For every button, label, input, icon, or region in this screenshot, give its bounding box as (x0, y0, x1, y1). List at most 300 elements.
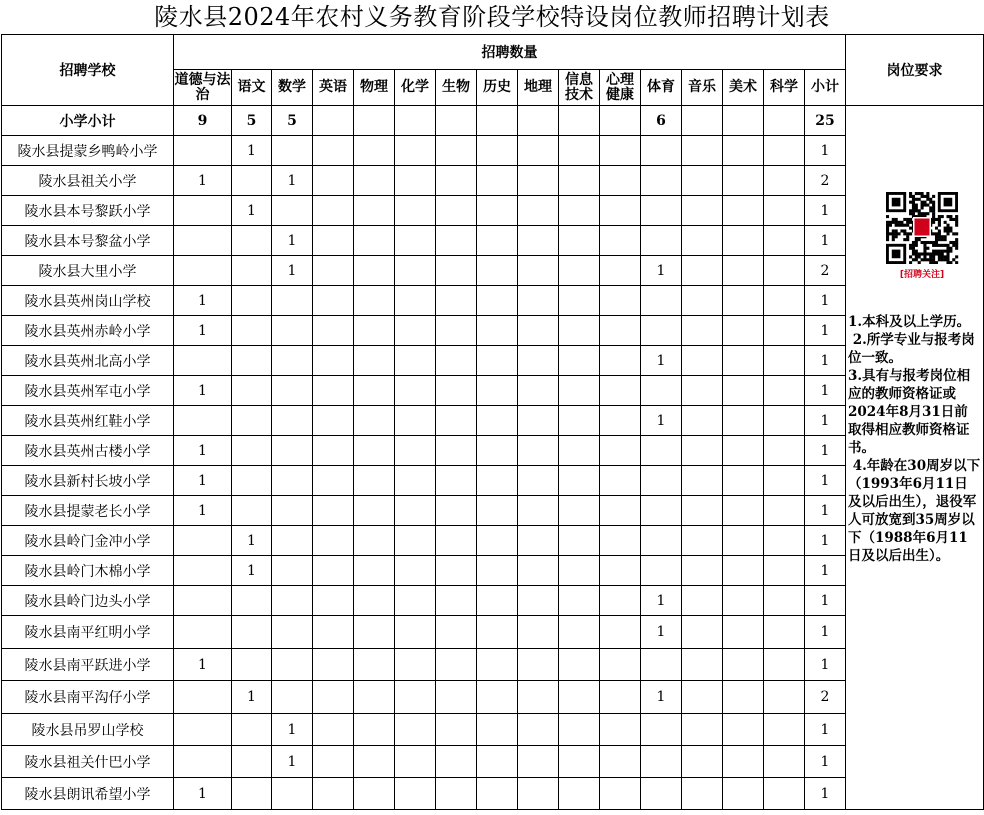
subtotal-cell (477, 106, 518, 136)
quota-cell (764, 681, 805, 714)
quota-cell (395, 496, 436, 526)
header-subject: 心理健康 (600, 70, 641, 106)
quota-cell (354, 556, 395, 586)
quota-cell: 1 (805, 376, 846, 406)
quota-cell (272, 196, 313, 226)
school-name: 陵水县南平沟仔小学 (2, 681, 174, 714)
quota-cell (641, 714, 682, 746)
quota-cell: 1 (174, 316, 232, 346)
quota-cell (272, 778, 313, 810)
school-name: 陵水县提蒙乡鸭岭小学 (2, 136, 174, 166)
quota-cell (723, 226, 764, 256)
quota-cell (436, 778, 477, 810)
quota-cell (354, 376, 395, 406)
quota-cell (477, 166, 518, 196)
quota-cell (313, 649, 354, 681)
quota-cell (641, 556, 682, 586)
quota-cell (174, 616, 232, 649)
quota-cell (723, 256, 764, 286)
quota-cell (313, 616, 354, 649)
quota-cell (641, 436, 682, 466)
quota-cell (272, 616, 313, 649)
quota-cell (600, 196, 641, 226)
quota-cell (559, 496, 600, 526)
quota-cell (174, 681, 232, 714)
quota-cell (559, 526, 600, 556)
quota-cell (518, 714, 559, 746)
quota-cell (600, 714, 641, 746)
school-name: 陵水县本号黎跃小学 (2, 196, 174, 226)
quota-cell: 1 (272, 226, 313, 256)
quota-cell (232, 316, 272, 346)
quota-cell (395, 649, 436, 681)
quota-cell (477, 286, 518, 316)
quota-cell (559, 436, 600, 466)
school-name: 陵水县岭门木棉小学 (2, 556, 174, 586)
quota-cell (764, 556, 805, 586)
quota-cell (477, 681, 518, 714)
quota-cell (477, 556, 518, 586)
quota-cell (313, 166, 354, 196)
subtotal-row (2, 106, 984, 136)
quota-cell (641, 496, 682, 526)
quota-cell (354, 586, 395, 616)
quota-cell (518, 586, 559, 616)
quota-cell (436, 436, 477, 466)
quota-cell (436, 166, 477, 196)
header-subject: 美术 (723, 70, 764, 106)
quota-cell (436, 526, 477, 556)
quota-cell (395, 286, 436, 316)
quota-cell (518, 746, 559, 778)
quota-cell (272, 406, 313, 436)
quota-cell: 1 (805, 616, 846, 649)
quota-cell (764, 196, 805, 226)
quota-cell (354, 466, 395, 496)
table-row (2, 681, 984, 714)
quota-cell (641, 286, 682, 316)
quota-cell (600, 681, 641, 714)
table-row (2, 466, 984, 496)
quota-cell: 1 (805, 316, 846, 346)
quota-cell (436, 256, 477, 286)
quota-cell (232, 256, 272, 286)
quota-cell (395, 436, 436, 466)
quota-cell (313, 586, 354, 616)
quota-cell (764, 376, 805, 406)
quota-cell (477, 778, 518, 810)
quota-cell (354, 226, 395, 256)
quota-cell: 1 (805, 556, 846, 586)
qr-code (882, 192, 962, 280)
subtotal-cell (436, 106, 477, 136)
quota-cell (559, 136, 600, 166)
quota-cell (174, 556, 232, 586)
quota-cell (354, 316, 395, 346)
quota-cell (518, 496, 559, 526)
quota-cell (477, 746, 518, 778)
subtotal-cell (600, 106, 641, 136)
school-name: 陵水县朗讯希望小学 (2, 778, 174, 810)
quota-cell (313, 376, 354, 406)
quota-cell (764, 346, 805, 376)
quota-cell (313, 196, 354, 226)
quota-cell (354, 346, 395, 376)
quota-cell (600, 346, 641, 376)
quota-cell: 1 (174, 466, 232, 496)
quota-cell (518, 649, 559, 681)
quota-cell (395, 376, 436, 406)
quota-cell (232, 346, 272, 376)
quota-cell (354, 406, 395, 436)
quota-cell (518, 406, 559, 436)
quota-cell (518, 286, 559, 316)
quota-cell (559, 166, 600, 196)
quota-cell (395, 556, 436, 586)
quota-cell (723, 436, 764, 466)
quota-cell (600, 376, 641, 406)
quota-cell (313, 346, 354, 376)
school-name: 陵水县英州赤岭小学 (2, 316, 174, 346)
quota-cell: 1 (641, 586, 682, 616)
quota-cell (395, 406, 436, 436)
quota-cell (600, 436, 641, 466)
quota-cell (600, 778, 641, 810)
quota-cell (641, 526, 682, 556)
quota-cell (354, 256, 395, 286)
quota-cell (600, 616, 641, 649)
quota-cell (764, 714, 805, 746)
quota-cell (436, 226, 477, 256)
quota-cell (682, 586, 723, 616)
table-row (2, 556, 984, 586)
school-name: 陵水县新村长坡小学 (2, 466, 174, 496)
quota-cell (559, 226, 600, 256)
quota-cell: 1 (641, 256, 682, 286)
quota-cell (723, 649, 764, 681)
quota-cell (518, 256, 559, 286)
quota-cell (600, 166, 641, 196)
quota-cell: 1 (232, 136, 272, 166)
quota-cell: 1 (174, 778, 232, 810)
quota-cell (764, 166, 805, 196)
quota-cell (723, 556, 764, 586)
header-subject: 信息技术 (559, 70, 600, 106)
school-name: 陵水县大里小学 (2, 256, 174, 286)
quota-cell (600, 526, 641, 556)
quota-cell (174, 526, 232, 556)
quota-cell: 1 (805, 778, 846, 810)
quota-cell (600, 226, 641, 256)
quota-cell (682, 256, 723, 286)
quota-cell (313, 436, 354, 466)
quota-cell (313, 526, 354, 556)
quota-cell (313, 466, 354, 496)
header-subject: 小计 (805, 70, 846, 106)
quota-cell (313, 316, 354, 346)
subtotal-cell (518, 106, 559, 136)
quota-cell: 1 (805, 746, 846, 778)
quota-cell: 1 (805, 436, 846, 466)
quota-cell: 1 (174, 436, 232, 466)
requirements-text: 1.本科及以上学历。 2.所学专业与报考岗位一致。 3.具有与报考岗位相应的教师资格证或2024年8月31日前取得相应教师资格证书。 4.年龄在30周岁以下（1993年6月11日及以后出生），退役军人可放宽到35周岁以下（1988年6月11日及以后出生）。 (848, 314, 981, 564)
quota-cell (600, 256, 641, 286)
quota-cell: 1 (805, 196, 846, 226)
subtotal-label: 小学小计 (2, 106, 174, 136)
quota-cell (518, 166, 559, 196)
quota-cell (272, 136, 313, 166)
quota-cell (764, 136, 805, 166)
subtotal-cell: 25 (805, 106, 846, 136)
quota-cell (518, 316, 559, 346)
quota-cell (232, 286, 272, 316)
quota-cell (518, 616, 559, 649)
quota-cell: 1 (805, 526, 846, 556)
quota-cell (232, 616, 272, 649)
quota-cell (272, 376, 313, 406)
quota-cell (641, 196, 682, 226)
quota-cell (682, 466, 723, 496)
quota-cell (174, 746, 232, 778)
quota-cell (272, 346, 313, 376)
quota-cell: 1 (805, 586, 846, 616)
quota-cell: 1 (805, 714, 846, 746)
quota-cell: 1 (272, 746, 313, 778)
quota-cell (682, 406, 723, 436)
table-row (2, 746, 984, 778)
quota-cell (682, 376, 723, 406)
table-row (2, 166, 984, 196)
quota-cell: 1 (272, 166, 313, 196)
quota-cell (477, 616, 518, 649)
school-name: 陵水县南平跃进小学 (2, 649, 174, 681)
subtotal-cell (682, 106, 723, 136)
quota-cell (682, 616, 723, 649)
quota-cell: 1 (232, 196, 272, 226)
quota-cell: 1 (805, 136, 846, 166)
quota-cell (682, 714, 723, 746)
table-row (2, 526, 984, 556)
school-name: 陵水县本号黎盆小学 (2, 226, 174, 256)
quota-cell: 1 (805, 406, 846, 436)
table-row (2, 406, 984, 436)
quota-cell (395, 136, 436, 166)
school-name: 陵水县英州古楼小学 (2, 436, 174, 466)
quota-cell (477, 136, 518, 166)
quota-cell: 1 (805, 496, 846, 526)
subtotal-cell: 9 (174, 106, 232, 136)
quota-cell (395, 714, 436, 746)
quota-cell (395, 616, 436, 649)
quota-cell (477, 226, 518, 256)
quota-cell (174, 586, 232, 616)
header-subject: 音乐 (682, 70, 723, 106)
subtotal-cell: 6 (641, 106, 682, 136)
quota-cell (764, 286, 805, 316)
table-row (2, 256, 984, 286)
quota-cell (682, 166, 723, 196)
subtotal-cell (354, 106, 395, 136)
quota-cell (313, 778, 354, 810)
quota-cell (174, 406, 232, 436)
quota-cell (764, 746, 805, 778)
school-name: 陵水县英州军屯小学 (2, 376, 174, 406)
quota-cell: 1 (232, 526, 272, 556)
quota-cell (559, 406, 600, 436)
school-name: 陵水县岭门金冲小学 (2, 526, 174, 556)
quota-cell (354, 166, 395, 196)
table-row (2, 586, 984, 616)
quota-cell (723, 166, 764, 196)
quota-cell (641, 166, 682, 196)
header-subject: 数学 (272, 70, 313, 106)
quota-cell (559, 586, 600, 616)
quota-cell (354, 746, 395, 778)
quota-cell (559, 778, 600, 810)
quota-cell (518, 556, 559, 586)
quota-cell (600, 466, 641, 496)
quota-cell (272, 526, 313, 556)
header-subject: 语文 (232, 70, 272, 106)
quota-cell (395, 746, 436, 778)
quota-cell (600, 496, 641, 526)
table-row (2, 316, 984, 346)
table-row (2, 778, 984, 810)
quota-cell (313, 714, 354, 746)
quota-cell (354, 778, 395, 810)
quota-cell (272, 556, 313, 586)
recruitment-table (1, 34, 984, 810)
quota-cell (174, 136, 232, 166)
quota-cell: 1 (805, 466, 846, 496)
quota-cell: 1 (272, 256, 313, 286)
quota-cell (641, 778, 682, 810)
quota-cell (354, 681, 395, 714)
quota-cell (600, 586, 641, 616)
quota-cell (354, 436, 395, 466)
quota-cell (723, 714, 764, 746)
quota-cell: 1 (174, 496, 232, 526)
quota-cell (723, 466, 764, 496)
quota-cell (395, 346, 436, 376)
quota-cell (436, 746, 477, 778)
school-name: 陵水县岭门边头小学 (2, 586, 174, 616)
quota-cell (395, 586, 436, 616)
quota-cell (518, 778, 559, 810)
header-subject: 地理 (518, 70, 559, 106)
quota-cell (232, 226, 272, 256)
quota-cell: 2 (805, 681, 846, 714)
quota-cell (477, 526, 518, 556)
quota-cell (764, 496, 805, 526)
quota-cell (723, 316, 764, 346)
quota-cell (174, 256, 232, 286)
quota-cell (436, 586, 477, 616)
quota-cell (518, 226, 559, 256)
quota-cell (436, 196, 477, 226)
quota-cell (764, 436, 805, 466)
header-subject: 科学 (764, 70, 805, 106)
quota-cell (395, 778, 436, 810)
subtotal-cell: 5 (232, 106, 272, 136)
quota-cell (232, 586, 272, 616)
quota-cell (477, 586, 518, 616)
quota-cell (641, 316, 682, 346)
quota-cell (313, 496, 354, 526)
table-row (2, 346, 984, 376)
quota-cell (272, 586, 313, 616)
quota-cell (477, 406, 518, 436)
quota-cell (272, 436, 313, 466)
quota-cell (682, 556, 723, 586)
quota-cell (272, 286, 313, 316)
quota-cell (641, 649, 682, 681)
quota-cell: 1 (641, 616, 682, 649)
header-requirements: 岗位要求 (846, 35, 984, 106)
quota-cell (436, 346, 477, 376)
quota-cell (600, 556, 641, 586)
quota-cell (477, 436, 518, 466)
quota-cell (518, 466, 559, 496)
quota-cell (232, 778, 272, 810)
quota-cell (313, 136, 354, 166)
school-name: 陵水县英州北高小学 (2, 346, 174, 376)
quota-cell (436, 466, 477, 496)
quota-cell (600, 746, 641, 778)
table-row (2, 496, 984, 526)
subtotal-cell: 5 (272, 106, 313, 136)
quota-cell (313, 556, 354, 586)
quota-cell (559, 466, 600, 496)
school-name: 陵水县吊罗山学校 (2, 714, 174, 746)
header-subject: 英语 (313, 70, 354, 106)
header-school: 招聘学校 (2, 35, 174, 106)
quota-cell (682, 436, 723, 466)
table-row (2, 649, 984, 681)
quota-cell (682, 681, 723, 714)
quota-cell (354, 496, 395, 526)
quota-cell (232, 496, 272, 526)
subtotal-cell (764, 106, 805, 136)
quota-cell: 1 (641, 346, 682, 376)
quota-cell (559, 196, 600, 226)
subtotal-cell (723, 106, 764, 136)
quota-cell: 1 (174, 286, 232, 316)
quota-cell (436, 406, 477, 436)
header-subject: 历史 (477, 70, 518, 106)
quota-cell (641, 226, 682, 256)
quota-cell (641, 136, 682, 166)
quota-cell (395, 466, 436, 496)
quota-cell (682, 778, 723, 810)
quota-cell (600, 406, 641, 436)
quota-cell (723, 746, 764, 778)
table-row (2, 286, 984, 316)
subtotal-cell (559, 106, 600, 136)
quota-cell (272, 466, 313, 496)
table-row (2, 376, 984, 406)
table-row (2, 226, 984, 256)
quota-cell (764, 526, 805, 556)
quota-cell: 1 (805, 226, 846, 256)
quota-cell (313, 256, 354, 286)
quota-cell (436, 681, 477, 714)
subtotal-cell (313, 106, 354, 136)
quota-cell (395, 256, 436, 286)
quota-cell (764, 256, 805, 286)
quota-cell (354, 196, 395, 226)
quota-cell (354, 616, 395, 649)
